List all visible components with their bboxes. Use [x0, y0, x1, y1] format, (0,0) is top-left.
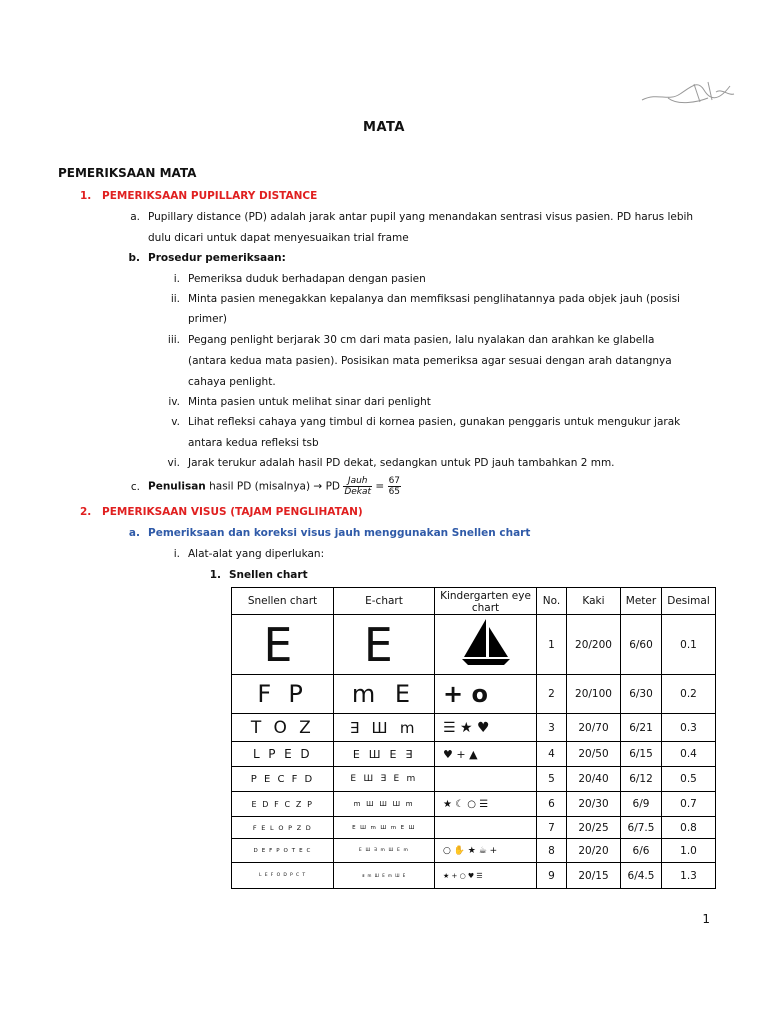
- snellen-cell: L P E D: [232, 742, 334, 767]
- step-text: Minta pasien menegakkan kepalanya dan memfiksasi penglihatannya pada objek jauh (posisi: [188, 293, 680, 305]
- snellen-cell: E D F C Z P: [232, 792, 334, 817]
- kindergarten-cell: [435, 615, 537, 675]
- table-row: [232, 615, 716, 675]
- no-cell: 6: [537, 792, 567, 817]
- marker: v.: [171, 416, 180, 428]
- desimal-cell: 0.5: [662, 767, 716, 792]
- kaki-cell: 20/100: [567, 675, 621, 714]
- snellen-cell: P E C F D: [232, 767, 334, 792]
- kaki-cell: 20/25: [567, 817, 621, 839]
- bold-label: Penulisan: [148, 480, 206, 493]
- echart-cell: E Ш ∃ m Ш E m: [334, 839, 435, 863]
- sec1-c-line: [122, 476, 401, 497]
- pd-label: PD: [325, 480, 340, 493]
- fraction-numerator: Jauh: [343, 476, 372, 487]
- page-number: 1: [702, 912, 710, 926]
- snellen-cell: F P: [232, 675, 334, 714]
- kaki-cell: 20/30: [567, 792, 621, 817]
- step-text: Alat-alat yang diperlukan:: [188, 548, 325, 560]
- list-text: Snellen chart: [229, 569, 308, 581]
- sec2-heading: [80, 506, 363, 518]
- echart-cell: E Ш m Ш m E Ш: [334, 817, 435, 839]
- echart-cell: m E: [334, 675, 435, 714]
- sec2-i-line: [162, 548, 324, 560]
- sec2-one-line: [203, 569, 308, 581]
- kaki-cell: 20/70: [567, 714, 621, 742]
- kaki-cell: 20/200: [567, 615, 621, 675]
- kindergarten-cell: ☰ ★ ♥: [435, 714, 537, 742]
- value-numerator: 67: [388, 476, 401, 486]
- table-row: [232, 675, 716, 714]
- no-cell: 1: [537, 615, 567, 675]
- kindergarten-cell: ○ ✋ ★ ☕ +: [435, 839, 537, 863]
- snellen-cell: L E F O D P C T: [232, 863, 334, 889]
- desimal-cell: 1.0: [662, 839, 716, 863]
- step-text: Lihat refleksi cahaya yang timbul di kornea pasien, gunakan penggaris untuk mengukur jarak: [188, 416, 681, 428]
- step-text: Pemeriksa duduk berhadapan dengan pasien: [188, 273, 426, 285]
- snellen-table: [231, 587, 716, 889]
- table-row: [232, 742, 716, 767]
- sec1-number: 1.: [80, 190, 92, 202]
- kindergarten-cell: ★ + ○ ♥ ☰: [435, 863, 537, 889]
- echart-cell: E Ш ∃ E m: [334, 767, 435, 792]
- step-text: Minta pasien untuk melihat sinar dari penlight: [188, 396, 431, 408]
- snellen-cell: F E L O P Z D: [232, 817, 334, 839]
- kaki-cell: 20/50: [567, 742, 621, 767]
- no-cell: 3: [537, 714, 567, 742]
- paragraph-text: Pupillary distance (PD) adalah jarak antar pupil yang menandakan sentrasi visus pasien. PD harus lebih: [148, 211, 694, 223]
- col-header-snellen: Snellen chart: [232, 588, 334, 615]
- kindergarten-cell: + o: [435, 675, 537, 714]
- echart-cell: E: [334, 615, 435, 675]
- kindergarten-cell: ★ ☾ ○ ☰: [435, 792, 537, 817]
- sec1-a-line1: [122, 211, 693, 223]
- value-denominator: 65: [388, 487, 401, 497]
- step-ii: [162, 293, 680, 305]
- sec2-title: PEMERIKSAAN VISUS (TAJAM PENGLIHATAN): [102, 506, 363, 518]
- snellen-cell: T O Z: [232, 714, 334, 742]
- marker: iv.: [168, 396, 180, 408]
- marker: i.: [173, 273, 180, 285]
- meter-cell: 6/6: [621, 839, 662, 863]
- step-text: Pegang penlight berjarak 30 cm dari mata pasien, lalu nyalakan dan arahkan ke glabella: [188, 334, 655, 346]
- marker: iii.: [167, 334, 180, 346]
- marker: a.: [130, 211, 140, 223]
- col-header-desimal: Desimal: [662, 588, 716, 615]
- desimal-cell: 0.7: [662, 792, 716, 817]
- meter-cell: 6/7.5: [621, 817, 662, 839]
- meter-cell: 6/21: [621, 714, 662, 742]
- kindergarten-cell: ♥ + ▲: [435, 742, 537, 767]
- meter-cell: 6/9: [621, 792, 662, 817]
- step-v: [162, 416, 680, 428]
- pd-value-fraction: [388, 476, 401, 497]
- signature-icon: [638, 72, 738, 112]
- marker: a.: [128, 527, 140, 539]
- step-iv: [162, 396, 431, 408]
- desimal-cell: 0.4: [662, 742, 716, 767]
- sec1-b-heading: [122, 252, 286, 264]
- no-cell: 7: [537, 817, 567, 839]
- meter-cell: 6/4.5: [621, 863, 662, 889]
- sec2-number: 2.: [80, 506, 92, 518]
- step-v-cont: antara kedua refleksi tsb: [188, 437, 319, 449]
- marker: vi.: [167, 457, 180, 469]
- c-text: hasil PD (misalnya): [209, 480, 311, 493]
- marker: c.: [130, 480, 140, 493]
- snellen-cell: E: [232, 615, 334, 675]
- step-i: [162, 273, 426, 285]
- marker: b.: [128, 252, 140, 264]
- sec1-title: PEMERIKSAAN PUPILLARY DISTANCE: [102, 190, 318, 202]
- col-header-echart: E-chart: [334, 588, 435, 615]
- col-header-kaki: Kaki: [567, 588, 621, 615]
- marker: i.: [173, 548, 180, 560]
- fraction-denominator: Dekat: [344, 487, 372, 497]
- marker: ii.: [170, 293, 180, 305]
- desimal-cell: 0.3: [662, 714, 716, 742]
- meter-cell: 6/12: [621, 767, 662, 792]
- col-header-meter: Meter: [621, 588, 662, 615]
- table-header-row: [232, 588, 716, 615]
- kaki-cell: 20/15: [567, 863, 621, 889]
- kaki-cell: 20/40: [567, 767, 621, 792]
- step-iii-cont1: (antara kedua mata pasien). Posisikan mata pemeriksa agar sesuai dengan arah datangnya: [188, 355, 672, 367]
- no-cell: 9: [537, 863, 567, 889]
- echart-cell: E Ш E ∃: [334, 742, 435, 767]
- step-text: Jarak terukur adalah hasil PD dekat, sedangkan untuk PD jauh tambahkan 2 mm.: [188, 457, 615, 469]
- desimal-cell: 0.8: [662, 817, 716, 839]
- col-header-kindergarten: Kindergarten eye chart: [435, 588, 537, 615]
- table-row: [232, 767, 716, 792]
- pd-fraction: [343, 476, 372, 497]
- step-vi: [162, 457, 615, 469]
- kindergarten-cell: [435, 767, 537, 792]
- no-cell: 8: [537, 839, 567, 863]
- no-cell: 4: [537, 742, 567, 767]
- echart-cell: m Ш Ш Ш m: [334, 792, 435, 817]
- table-row: [232, 792, 716, 817]
- snellen-cell: D E F P O T E C: [232, 839, 334, 863]
- col-header-no: No.: [537, 588, 567, 615]
- meter-cell: 6/15: [621, 742, 662, 767]
- step-ii-cont: primer): [188, 313, 228, 325]
- echart-cell: ∃ m Ш E m Ш E: [334, 863, 435, 889]
- desimal-cell: 0.1: [662, 615, 716, 675]
- sec2-a-heading: [122, 527, 530, 539]
- equals-sign: =: [375, 480, 385, 493]
- desimal-cell: 0.2: [662, 675, 716, 714]
- meter-cell: 6/30: [621, 675, 662, 714]
- table-row: [232, 817, 716, 839]
- echart-cell: ∃ Ш m: [334, 714, 435, 742]
- no-cell: 5: [537, 767, 567, 792]
- kindergarten-cell: [435, 817, 537, 839]
- sec1-heading: [80, 190, 317, 202]
- meter-cell: 6/60: [621, 615, 662, 675]
- marker: 1.: [209, 569, 221, 581]
- sailboat-icon: [456, 617, 516, 669]
- subheading: Pemeriksaan dan koreksi visus jauh menggunakan Snellen chart: [148, 527, 531, 539]
- subheading: Prosedur pemeriksaan:: [148, 252, 286, 264]
- table-row: [232, 863, 716, 889]
- kaki-cell: 20/20: [567, 839, 621, 863]
- section-heading: PEMERIKSAAN MATA: [58, 166, 197, 180]
- table-row: [232, 714, 716, 742]
- sec1-a-line2: dulu dicari untuk dapat menyesuaikan trial frame: [148, 232, 409, 244]
- table-row: [232, 839, 716, 863]
- no-cell: 2: [537, 675, 567, 714]
- page-title: MATA: [363, 120, 405, 135]
- desimal-cell: 1.3: [662, 863, 716, 889]
- step-iii-cont2: cahaya penlight.: [188, 376, 276, 388]
- step-iii: [162, 334, 654, 346]
- arrow-icon: →: [313, 480, 323, 493]
